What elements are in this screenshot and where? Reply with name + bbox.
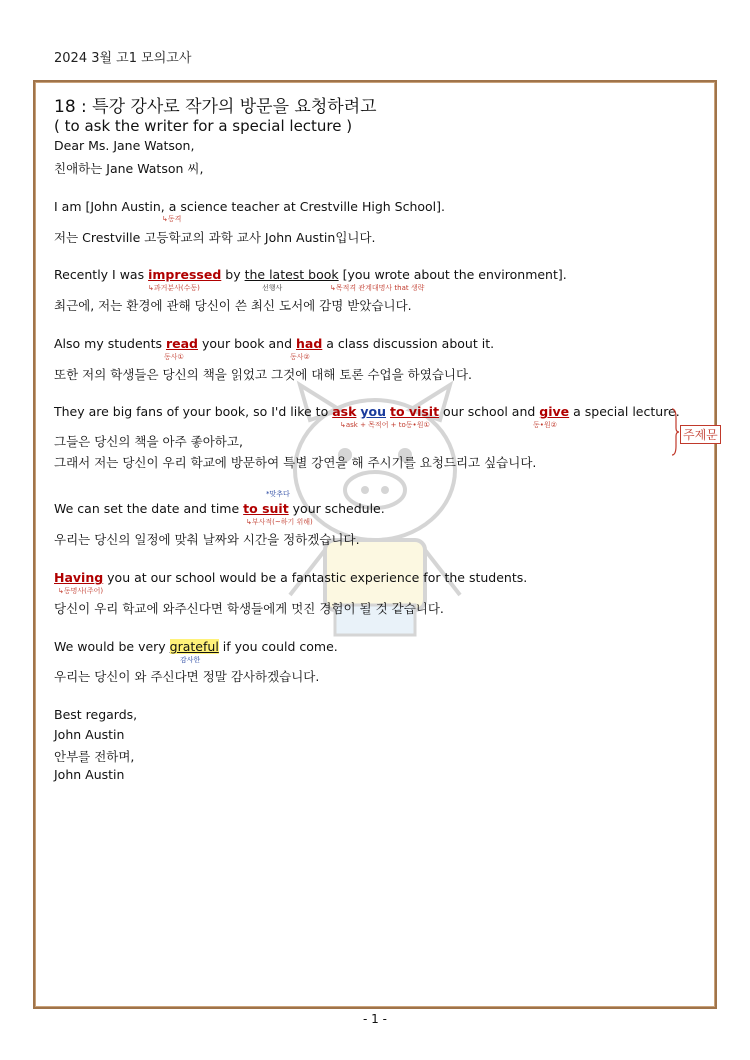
closing-regards: Best regards, [54,707,138,722]
title-block [54,97,694,139]
sentence-6: Having you at our school would be a fantastic experience for the students. [54,570,528,585]
annotation-verb-base-2: 동•원② [533,421,557,429]
question-subtitle: ( to ask the writer for a special lecture ) [54,117,353,135]
sentence-7: We would be very grateful if you could come. [54,639,338,654]
sentence-1: I am [John Austin, a science teacher at Crestville High School]. [54,199,446,214]
topic-sentence-badge: 주제문 [680,425,721,444]
annotation-past-participle: ↳과거분사(수동) [148,284,200,292]
annotation-adverbial: ↳부사적(~하기 위해) [246,518,313,526]
sentence-7-kr: 우리는 당신이 와 주신다면 정말 감사하겠습니다. [54,669,320,684]
sentence-3: Also my students read your book and had a class discussion about it. [54,336,495,351]
sentence-5: We can set the date and time to suit your schedule. [54,501,385,516]
annotation-match: *맞추다 [266,490,290,498]
brace-icon [671,408,679,456]
sentence-1-kr: 저는 Crestville 고등학교의 과학 교사 John Austin입니다. [54,230,376,245]
sentence-2-kr: 최근에, 저는 환경에 관해 당신이 쓴 최신 도서에 감명 받았습니다. [54,298,412,313]
annotation-relative-pronoun: ↳목적격 관계대명사 that 생략 [330,284,425,292]
sentence-4-kr-2: 그래서 저는 당신이 우리 학교에 방문하여 특별 강연을 해 주시기를 요청드리고 싶습니다. [54,455,537,470]
closing-name-kr: John Austin [54,767,125,782]
annotation-ask-structure: ↳ask + 목적어 + to동•원① [340,421,430,429]
annotation-verb-1: 동사① [164,353,184,361]
annotation-verb-2: 동사② [290,353,310,361]
sentence-4-kr-1: 그들은 당신의 책을 아주 좋아하고, [54,434,243,449]
document-header: 2024 3월 고1 모의고사 [54,51,192,66]
annotation-appositive: ↳동격 [162,215,182,223]
annotation-gerund: ↳동명사(주어) [58,587,104,595]
greeting-kr: 친애하는 Jane Watson 씨, [54,161,204,176]
annotation-grateful: 감사한 [180,656,201,664]
sentence-4: They are big fans of your book, so I'd like to ask you to visit our school and give a special lecture. [54,404,680,419]
sentence-3-kr: 또한 저의 학생들은 당신의 책을 읽었고 그것에 대해 토론 수업을 하였습니다. [54,367,473,382]
sentence-5-kr: 우리는 당신의 일정에 맞춰 날짜와 시간을 정하겠습니다. [54,532,360,547]
sentence-6-kr: 당신이 우리 학교에 와주신다면 학생들에게 멋진 경험이 될 것 같습니다. [54,601,444,616]
closing-kr: 안부를 전하며, [54,749,135,764]
closing-name-en: John Austin [54,727,125,742]
question-title: 18 : 특강 강사로 작가의 방문을 요청하려고 [54,97,377,117]
sentence-2: Recently I was impressed by the latest book [you wrote about the environment]. [54,267,567,282]
page-number: - 1 - [363,1012,387,1026]
greeting-en: Dear Ms. Jane Watson, [54,138,195,153]
annotation-antecedent: 선행사 [262,284,283,292]
